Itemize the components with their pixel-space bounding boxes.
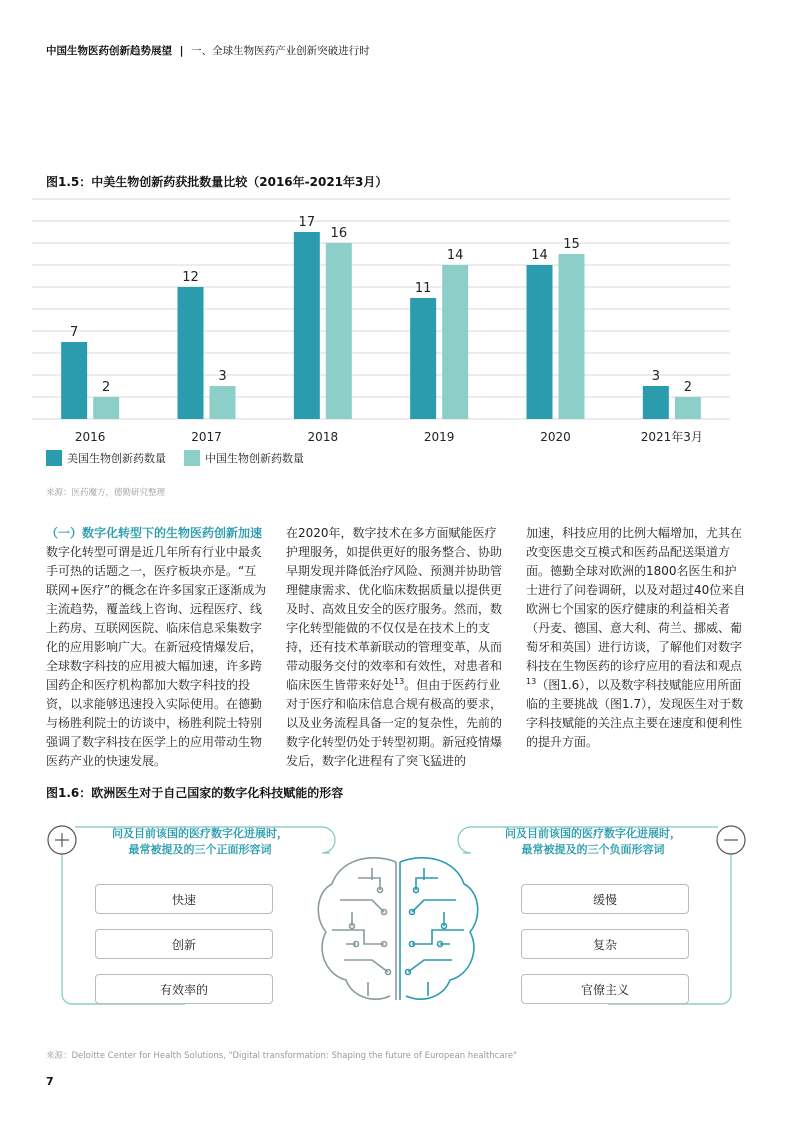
legend-swatch-us	[46, 450, 62, 466]
bar-cn-0	[93, 397, 119, 419]
figure-1-5-title: 图1.5：中美生物创新药获批数量比较（2016年-2021年3月）	[46, 175, 388, 189]
bar-cn-4	[559, 254, 585, 419]
x-tick-label-5: 2021年3月	[640, 430, 703, 444]
data-label-us-5: 3	[651, 369, 660, 384]
bar-cn-2	[326, 243, 352, 419]
text-column-2	[286, 524, 508, 771]
paragraph-3-part2: （图1.6），以及数字科技赋能应用所面临的主要挑战（图1.7），发现医生对于数字科技赋能的关注点主要在速度和便利性的提升方面。	[526, 678, 744, 749]
data-label-cn-0: 2	[102, 380, 111, 395]
header-separator: |	[179, 45, 184, 57]
chart-bars	[61, 232, 701, 419]
data-label-cn-3: 14	[446, 248, 464, 263]
plus-circle-icon	[48, 826, 76, 854]
data-label-cn-1: 3	[218, 369, 227, 384]
bar-us-4	[527, 265, 553, 419]
x-tick-label-1: 2017	[191, 430, 222, 444]
chart-x-tick-labels	[75, 429, 703, 444]
figure-1-5-source: 来源：医药魔方，德勤研究整理	[46, 488, 166, 498]
bar-us-2	[294, 232, 320, 419]
paragraph-2-part2: 。但由于医药行业对于医疗和临床信息合规有极高的要求，以及业务流程具备一定的复杂性，先前的数字化转型仍处于转型初期。新冠疫情爆发后，数字化进程有了突飞猛进的	[286, 678, 503, 768]
data-label-us-4: 14	[531, 248, 548, 263]
bar-us-0	[61, 342, 87, 419]
negative-word-1: 缓慢	[521, 884, 689, 914]
data-label-cn-2: 16	[330, 226, 348, 241]
data-label-us-0: 7	[70, 325, 79, 340]
bar-cn-5	[675, 397, 701, 419]
x-tick-label-2: 2018	[307, 430, 339, 444]
footnote-ref: 13	[394, 677, 405, 686]
header-section: 一、全球生物医药产业创新突破进行时	[191, 45, 370, 57]
footnote-ref: 13	[526, 677, 537, 686]
positive-question-line2: 最常被提及的三个正面形容词	[128, 843, 272, 856]
page-number: 7	[46, 1075, 54, 1088]
bar-chart	[0, 0, 793, 450]
negative-word-2: 复杂	[521, 929, 689, 959]
positive-word-2: 创新	[95, 929, 273, 959]
bar-us-5	[643, 386, 669, 419]
paragraph-2	[286, 524, 508, 771]
chart-legend	[46, 450, 304, 466]
negative-question-line2: 最常被提及的三个负面形容词	[521, 843, 665, 856]
data-label-us-3: 11	[414, 281, 432, 296]
text-column-1	[46, 524, 268, 771]
legend-swatch-cn	[184, 450, 200, 466]
data-label-cn-4: 15	[563, 237, 580, 252]
x-tick-label-0: 2016	[74, 430, 106, 444]
paragraph-3	[526, 524, 748, 752]
minus-circle-icon	[717, 826, 745, 854]
paragraph-1: 数字化转型可谓是近几年所有行业中最炙手可热的话题之一，医疗板块亦是。“互联网+医疗”的概念在许多国家正逐渐成为主流趋势，覆盖线上咨询、远程医疗、线上药房、互联网医院、临床信息采集数字化的应用影响广大。在新冠疫情爆发后，全球数字科技的应用被大幅加速，许多跨国药企和医疗机构都加大数字科技的投资，以求能够迅速投入实际使用。在德勤与杨胜利院士的访谈中，杨胜利院士特别强调了数字科技在医学上的应用带动生物医药产业的快速发展。	[46, 545, 267, 768]
figure-1-6-source: 来源：Deloitte Center for Health Solutions, "Digital transformation: Shaping the future of European healthcare"	[46, 1051, 518, 1061]
legend-label-us: 美国生物创新药数量	[67, 452, 166, 465]
section-heading: （一）数字化转型下的生物医药创新加速	[46, 526, 263, 540]
data-label-us-1: 12	[182, 270, 199, 285]
paragraph-3-part1: 加速，科技应用的比例大幅增加，尤其在改变医患交互模式和医药品配送渠道方面。德勤全球对欧洲的1800名医生和护士进行了问卷调研，以及对超过40位来自欧洲七个国家的医疗健康的利益相关者（丹麦、德国、意大利、荷兰、挪威、葡萄牙和英国）进行访谈，了解他们对数字科技在生物医药的诊疗应用的看法和观点	[526, 526, 746, 673]
negative-word-3: 官僚主义	[521, 974, 689, 1004]
x-tick-label-3: 2019	[423, 430, 455, 444]
positive-word-1: 快速	[95, 884, 273, 914]
bar-us-3	[410, 298, 436, 419]
chart-value-labels	[70, 215, 692, 395]
positive-question	[85, 826, 315, 858]
positive-question-line1: 问及目前该国的医疗数字化进展时，	[112, 827, 288, 840]
paragraph-2-part1: 在2020年，数字技术在多方面赋能医疗护理服务，如提供更好的服务整合、协助早期发现并降低治疗风险、预测并协助管理健康需求、优化临床数据质量以提供更及时、高效且安全的医疗服务。然而，数字化转型能做的不仅仅是在技术上的支持，还有技术革新联动的管理变革，从而带动服务交付的效率和有效性，对患者和临床医生皆带来好处	[286, 526, 503, 692]
bar-cn-1	[210, 386, 236, 419]
bar-us-1	[178, 287, 204, 419]
data-label-cn-5: 2	[683, 380, 692, 395]
data-label-us-2: 17	[298, 215, 316, 230]
header-title: 中国生物医药创新趋势展望	[46, 45, 172, 57]
legend-item-cn	[184, 450, 304, 466]
figure-1-6-title: 图1.6：欧洲医生对于自己国家的数字化科技赋能的形容	[46, 786, 344, 800]
x-tick-label-4: 2020	[540, 430, 571, 444]
legend-label-cn: 中国生物创新药数量	[205, 452, 304, 465]
bar-cn-3	[442, 265, 468, 419]
negative-question	[478, 826, 708, 858]
text-column-3	[526, 524, 748, 752]
positive-word-3: 有效率的	[95, 974, 273, 1004]
circuit-brain-icon	[318, 858, 477, 1000]
chart-grid	[32, 199, 730, 419]
negative-question-line1: 问及目前该国的医疗数字化进展时，	[505, 827, 681, 840]
legend-item-us	[46, 450, 166, 466]
